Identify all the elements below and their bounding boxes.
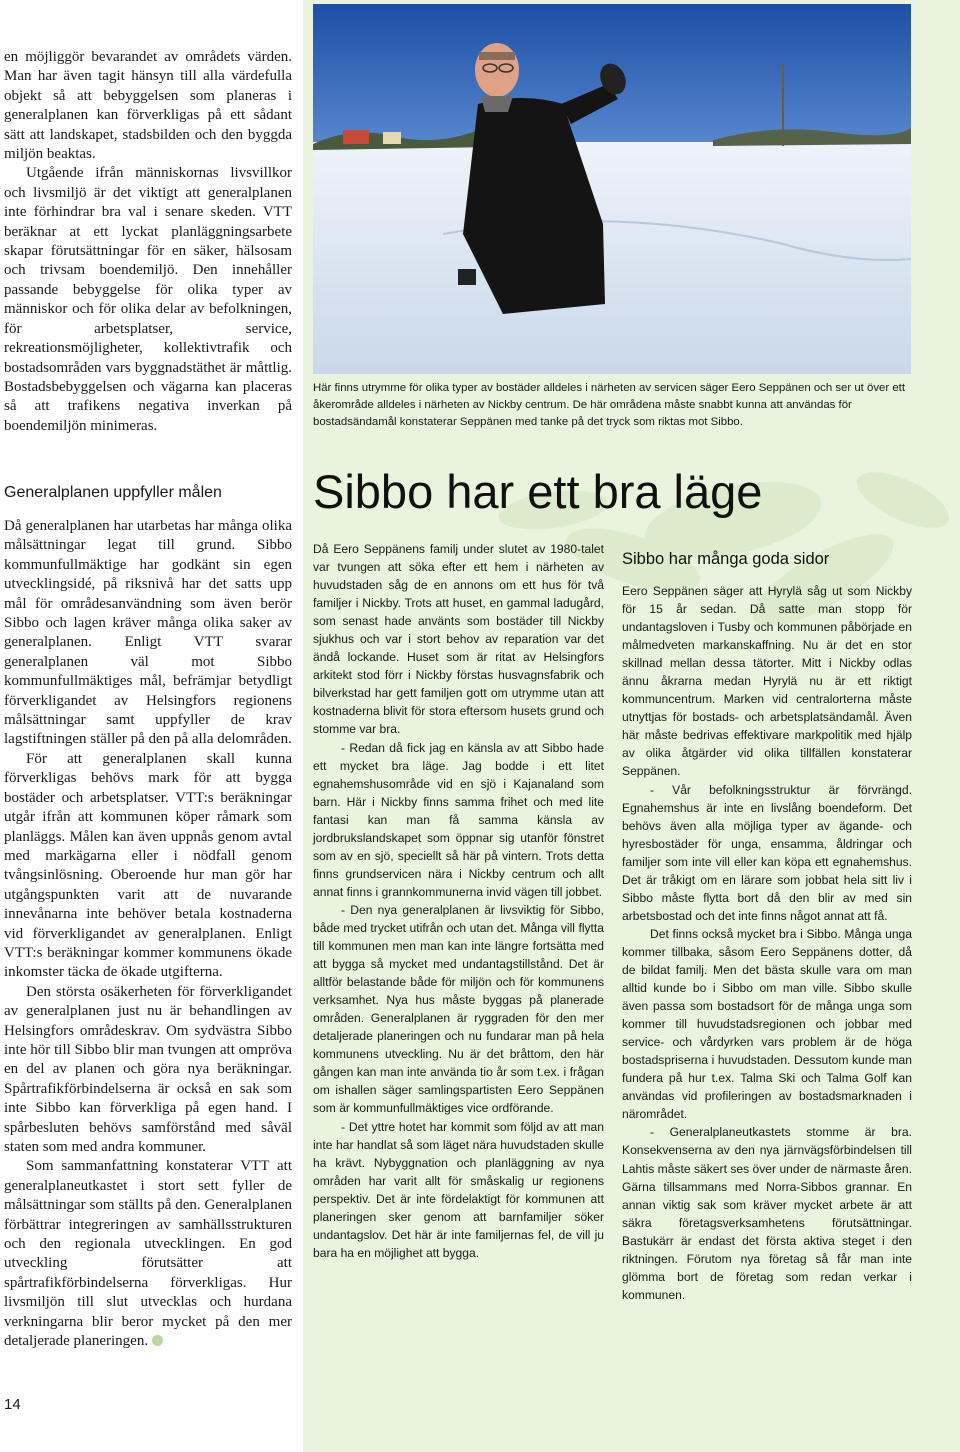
body-paragraph: Då generalplanen har utarbetas har många olika målsättningar legat till grund. Sibbo kommunfullmäktige har godkänt sin egen utvecklingsidé, på riksnivå har det satts upp mål för områdesanvändning som även berör Sibbo och lagen kräver många olika saker av generalplanen. Enligt VTT svarar generalplanen väl mot Sibbo kommunfullmäktiges mål, befrämjar betydligt förverkligandet av Helsingfors regionens målsättningar samt uppfyller de krav lagstiftningen ställer på den på alla delområden. xyxy=(4,518,292,748)
article-photo xyxy=(313,4,911,374)
body-paragraph: - Redan då fick jag en känsla av att Sibbo hade ett mycket bra läge. Jag bodde i ett litet egnahemshusområde vid en sjö i Kajanaland som barn. Här i Nickby finns samma frihet och med lite fantasi kan man få samma känsla av jordbrukslandskapet som öppnar sig utanför fönstret som av en sjö, speciellt så här på vintern. Trots detta finns grundservicen nära i Nickby centrum och allt annat finns i grannkommunerna invid vägen till jobbet. xyxy=(313,740,604,899)
body-paragraph: - Generalplaneutkastets stomme är bra. Konsekvenserna av den nya järnvägsförbindelsen till Lahtis måste säkert ses över under de närmaste åren. Gärna tillsammans med Norra-Sibbos grannar. En annan viktig sak som kräver mycket arbete är att säkra företagsverksamhetens förutsättningar. Bastukärr är endast det första aktiva steget i den riktningen. Förutom nya företag så får man inte glömma bort de företag som redan verkar i kommunen. xyxy=(622,1125,912,1302)
body-paragraph: För att generalplanen skall kunna förverkligas behövs mark för att bygga bostäder och arbetsplatser. VTT:s beräkningar utgår ifrån att kommunen köper råmark som planläggs. Målen kan även uppnås genom avtal med markägarna eller i nödfall genom tvångsinlösning. Oberoende hur man gör har utgångspunkten varit att de nuvarande innevånarna inte behöver betala kostnaderna vid förverkligandet av generalplanen. Enligt VTT:s beräkningar kommer kommunens ökade inkomster täcka de ökade utgifterna. xyxy=(4,750,292,981)
section-heading: Generalplanen uppfyller målen xyxy=(4,484,222,501)
body-paragraph: Den största osäkerheten för förverkligandet av generalplanen just nu är behandlingen av Helsingfors områdeskrav. Om sydvästra Sibbo inte hör till Sibbo blir man tvungen att ompröva en del av planen och göra nya beräkningar. Spårtrafikförbindelserna är också en sak som inte Sibbo kan förverkliga på egen hand. I spårbesluten behövs samförstånd med såväl staten som med andra kommuner. xyxy=(4,983,292,1155)
body-paragraph: Eero Seppänen säger att Hyrylä såg ut som Nickby för 15 år sedan. Då satte man stopp för undantagsloven i Tusby och kommunen påbörjade en målmedveten markanskaffning. Nu är det en stor skillnad mellan dessa tätorter. Mitt i Nickby odlas ännu åkrarna medan Hyrylä nu är ett riktigt kommuncentrum. Marken vid centralorterna måste utnyttjas för bostads- och arbetsplatsändamål. Även här måste bedrivas effektivare markpolitik med hjälp av olika åtgärder vid olika tillfällen konstaterar Seppänen. xyxy=(622,584,912,779)
body-paragraph: en möjliggör bevarandet av områdets värden. Man har även tagit hänsyn till alla värdefulla objekt så att bebyggelsen som planeras i generalplanen kan förverkligas på ett sådant sätt att landskapet, stadsbilden och den byggda miljön beaktas. xyxy=(4,49,292,163)
body-paragraph: - Det yttre hotet har kommit som följd av att man inte har handlat så som läget nära huvudstaden skulle ha krävt. Nybyggnation och planläggning av nya områden har varit allt för småskalig ur regionens perspektiv. Det är inte fördelaktigt för kommunen att planeringen sker genom att barnfamiljer söker undantagslov. Det här är inte familjernas fel, de vill ju bara ha en möjlighet att bygga. xyxy=(313,1119,604,1260)
article-column-middle xyxy=(313,540,604,1262)
article-column-right xyxy=(622,582,912,1304)
body-paragraph: Det finns också mycket bra i Sibbo. Många unga kommer tillbaka, såsom Eero Seppänens dotter, då de bildat familj. Men det bästa skulle vara om man alltid kunde bo i Sibbo om man ville. Sibbo skulle även passa som bostadsort för de många unga som kommer till huvudstadsregionen och jobbar med service- och vårdyrken vars problem är de höga bostadspriserna i huvudstaden. Dessutom kunde man fundera på hur t.ex. Talma Ski och Talma Golf kan användas vid profileringen av bostadsmarknaden i närområdet. xyxy=(622,926,912,1122)
body-paragraph: Då Eero Seppänens familj under slutet av 1980-talet var tvungen att söka efter ett hem i närheten av huvudstaden såg de en annons om ett hus för två familjer i Nickby. Trots att huset, en gammal ladugård, som senast hade använts som bostäder till Nickby sjukhus och var i stort behov av reparation var det ändå lockande. Huset som är ritat av Helsingfors arkitekt stod förr i Nickby förstas husvagnsfabrik och bilverkstad har gett familjen gott om utrymme utan att kostnaderna blivit för stora eftersom husets grund och stomme var bra. xyxy=(313,542,604,737)
photo-caption: Här finns utrymme för olika typer av bostäder alldeles i närheten av servicen säger Eero Seppänen och ser ut över ett åkerområde alldeles i närheten av Nickby centrum. De här områdena måste snabbt kunna att användas för bostadsändamål konstaterar Seppänen med tanke på det tryck som riktas mot Sibbo. xyxy=(313,382,905,428)
article-subheading: Sibbo har många goda sidor xyxy=(622,550,830,568)
body-text: Som sammanfattning konstaterar VTT att generalplaneutkastet i stort sett fyller de målsättningar som ställts på den. Generalplanen förbättrar integreringen av samhällsstrukturen och den regionala utvecklingen. En god utveckling förutsätter att spårtrafikförbindelserna förverkligas. Hur livsmiljön till slut utvecklas och hurdana verkningarna blir beror mycket på den mer detaljerade planeringen. xyxy=(4,1158,292,1350)
body-paragraph-last xyxy=(4,1157,292,1351)
body-paragraph: Utgående ifrån människornas livsvillkor och livsmiljö är det viktigt att generalplanen inte förhindrar bra val i senare skeden. VTT beräknar at ett lyckat planläggningsarbete skapar förutsättningar för en säker, hälsosam och trivsam boendemiljö. Den innehåller passande bebyggelse för olika typer av människor och för olika delar av befolkningen, för arbetsplatser, service, rekreationsmöjligheter, kollektivtrafik och bostadsområden vars byggnadstäthet är måttlig. Bostadsbebyggelsen och vägarna kan placeras så att trafikens negativa inverkan på boendemiljön minimeras. xyxy=(4,165,292,434)
photo-illustration xyxy=(313,4,911,374)
left-column-top xyxy=(4,48,292,436)
end-mark-dot xyxy=(152,1335,163,1346)
body-paragraph: - Vår befolkningsstruktur är förvrängd. Egnahemshus är inte en livslång boendeform. Det behövs även alla möjliga typer av ägande- och hyresbostäder för unga, ensamma, åldringar och familjer som inte vill eller kan köpa ett egnahemshus. Det är tråkigt om en lärare som jobbat hela sitt liv i Sibbo måste flytta bort då den blir av med sin arbetsbostad och det inte finns något annat att få. xyxy=(622,782,912,923)
page-number: 14 xyxy=(4,1396,21,1413)
article-headline: Sibbo har ett bra läge xyxy=(313,465,763,518)
left-column-bottom xyxy=(4,517,292,1351)
body-paragraph: - Den nya generalplanen är livsviktig för Sibbo, både med trycket utifrån och utan det. Många vill flytta till kommunen men man kan inte längre fortsätta med att bygga så mycket med undantagstillstånd. Det är alltför belastande både för miljön och för kommunens verksamhet. Nya hus måste byggas på planerade områden. Generalplanen är ryggraden för den mer detaljerade planeringen och nu fundarar man på hela kommunens utveckling. Nu är det bråttom, den här gången kan man inte använda tio år som t.ex. i frågan om ishallen säger samlingspartisten Eero Seppänen som är kommunfullmäktiges vice ordförande. xyxy=(313,902,604,1116)
